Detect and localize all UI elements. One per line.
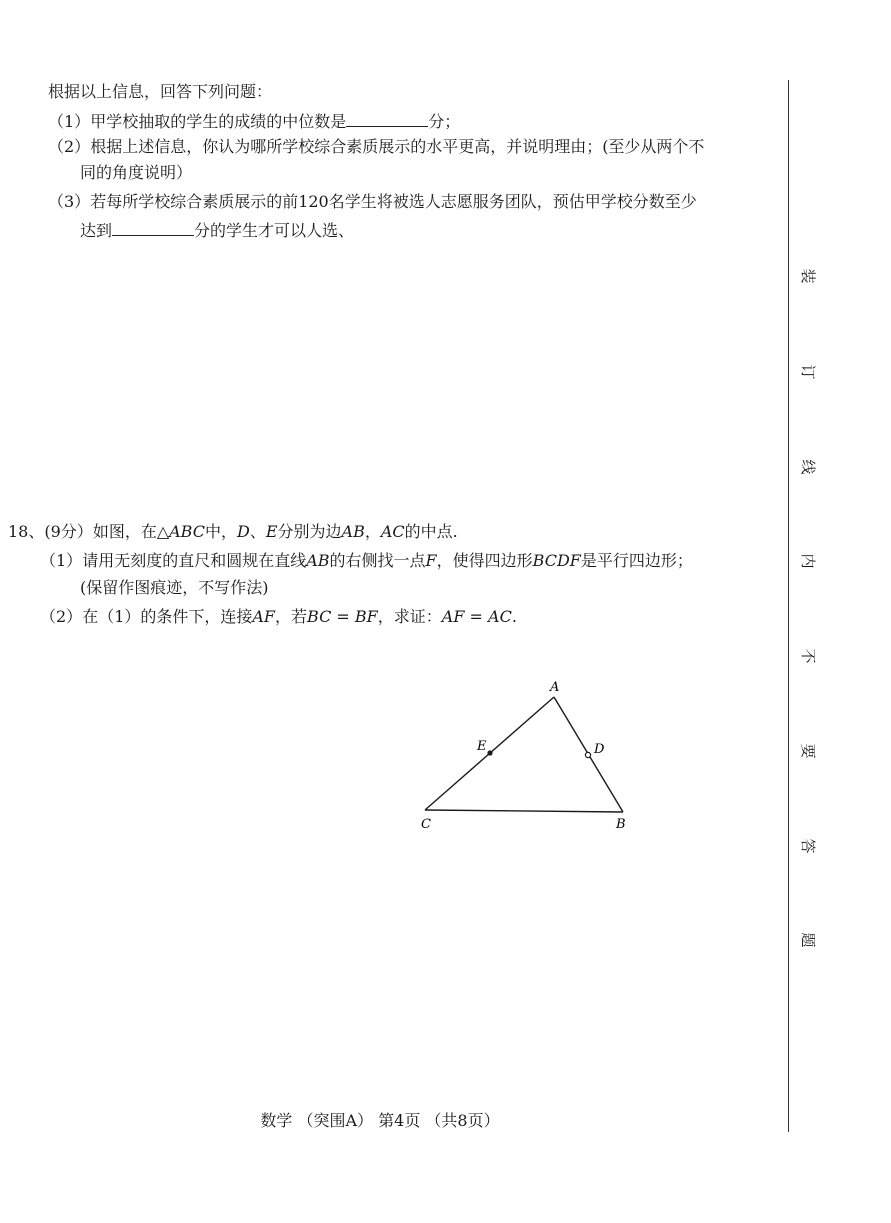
q17-part3 [48,192,697,212]
stem-side-ab: AB [341,522,365,541]
q18-part1-note [80,578,269,598]
label-a: A [550,680,560,695]
q18-part2-text: 在（1）的条件下，连接 [82,607,253,626]
q17-part2-text-cont: 同的角度说明） [80,163,193,182]
q18-part1-text: 是平行四边形； [580,551,693,570]
midpoint-e [487,750,492,755]
binding-char-2: 订 [799,364,817,380]
q17-part2-cont [80,163,192,183]
page-footer: 数学 （突围A） 第4页 （共8页） [260,1111,500,1130]
q18-part2-condition: BC = BF [307,607,378,626]
stem-text: 、 [249,522,266,541]
q17-part1-text: 甲学校抽取的学生的成绩的中位数是 [90,112,347,131]
q18-part2-text: ，若 [275,607,308,626]
q18-part1-text: ，使得四边形 [436,551,533,570]
question-number: 18、 [8,522,45,541]
intro-text: 根据以上信息，回答下列问题： [48,82,273,101]
stem-side-ac: AC [380,522,405,541]
answer-blank-median[interactable] [346,110,428,127]
answer-blank-score[interactable] [112,219,194,236]
q18-part2-text: . [511,607,517,626]
binding-char-5: 不 [799,648,817,664]
triangle-figure [410,676,650,841]
stem-text: 如图，在△ [92,522,170,541]
binding-char-8: 题 [799,932,817,948]
q17-part3-suffix: 分的学生才可以人选、 [194,221,355,240]
midpoint-d [585,752,590,757]
q17-part1 [48,110,460,132]
q18-part2-conclusion: AF = AC [441,607,512,626]
label-d: D [594,742,605,757]
q18-part2 [40,607,517,627]
stem-point-e: E [265,522,278,541]
q18-part1-note-text: (保留作图痕迹，不写作法) [80,578,269,597]
q18-stem [8,522,458,542]
side-bc [425,810,623,812]
q18-part1-quad: BCDF [532,551,581,570]
binding-char-7: 答 [799,838,817,854]
q18-part1-line-ab: AB [306,551,330,570]
q17-part2-label: （2） [48,137,91,156]
q18-part1 [40,551,693,571]
stem-text: ， [364,522,381,541]
q18-part2-segment-af: AF [252,607,276,626]
stem-triangle-abc: ABC [169,522,205,541]
q18-part2-text: ，求证： [377,607,442,626]
stem-text: 分别为边 [277,522,342,541]
q17-part3-text: 若每所学校综合素质展示的前120名学生将被选人志愿服务团队，预估甲学校分数至少 [90,192,697,211]
q17-part3-label: （3） [48,192,91,211]
stem-text: 的中点. [404,522,458,541]
binding-line [788,80,789,1132]
q17-part1-unit: 分； [428,112,461,131]
q17-part2-text: 根据上述信息，你认为哪所学校综合素质展示的水平更高，并说明理由；(至少从两个不 [90,137,705,156]
label-e: E [477,739,487,754]
label-c: C [421,817,431,832]
stem-text: 中， [204,522,237,541]
q18-part1-text: 的右侧找一点 [329,551,426,570]
q17-part3-cont [80,219,354,241]
binding-char-3: 线 [799,459,817,475]
binding-char-6: 要 [799,743,817,759]
q18-part1-point-f: F [425,551,437,570]
q18-part2-label: （2） [40,607,83,626]
stem-point-d: D [237,522,250,541]
q17-part1-label: （1） [48,112,91,131]
question-points: (9分） [44,522,93,541]
intro-line [48,82,272,102]
q17-part2 [48,137,704,157]
q18-part1-label: （1） [40,551,83,570]
binding-char-4: 内 [799,553,817,569]
q18-part1-text: 请用无刻度的直尺和圆规在直线 [82,551,307,570]
q17-part3-prefix: 达到 [80,221,113,240]
label-b: B [616,817,626,832]
binding-char-1: 装 [799,268,817,284]
